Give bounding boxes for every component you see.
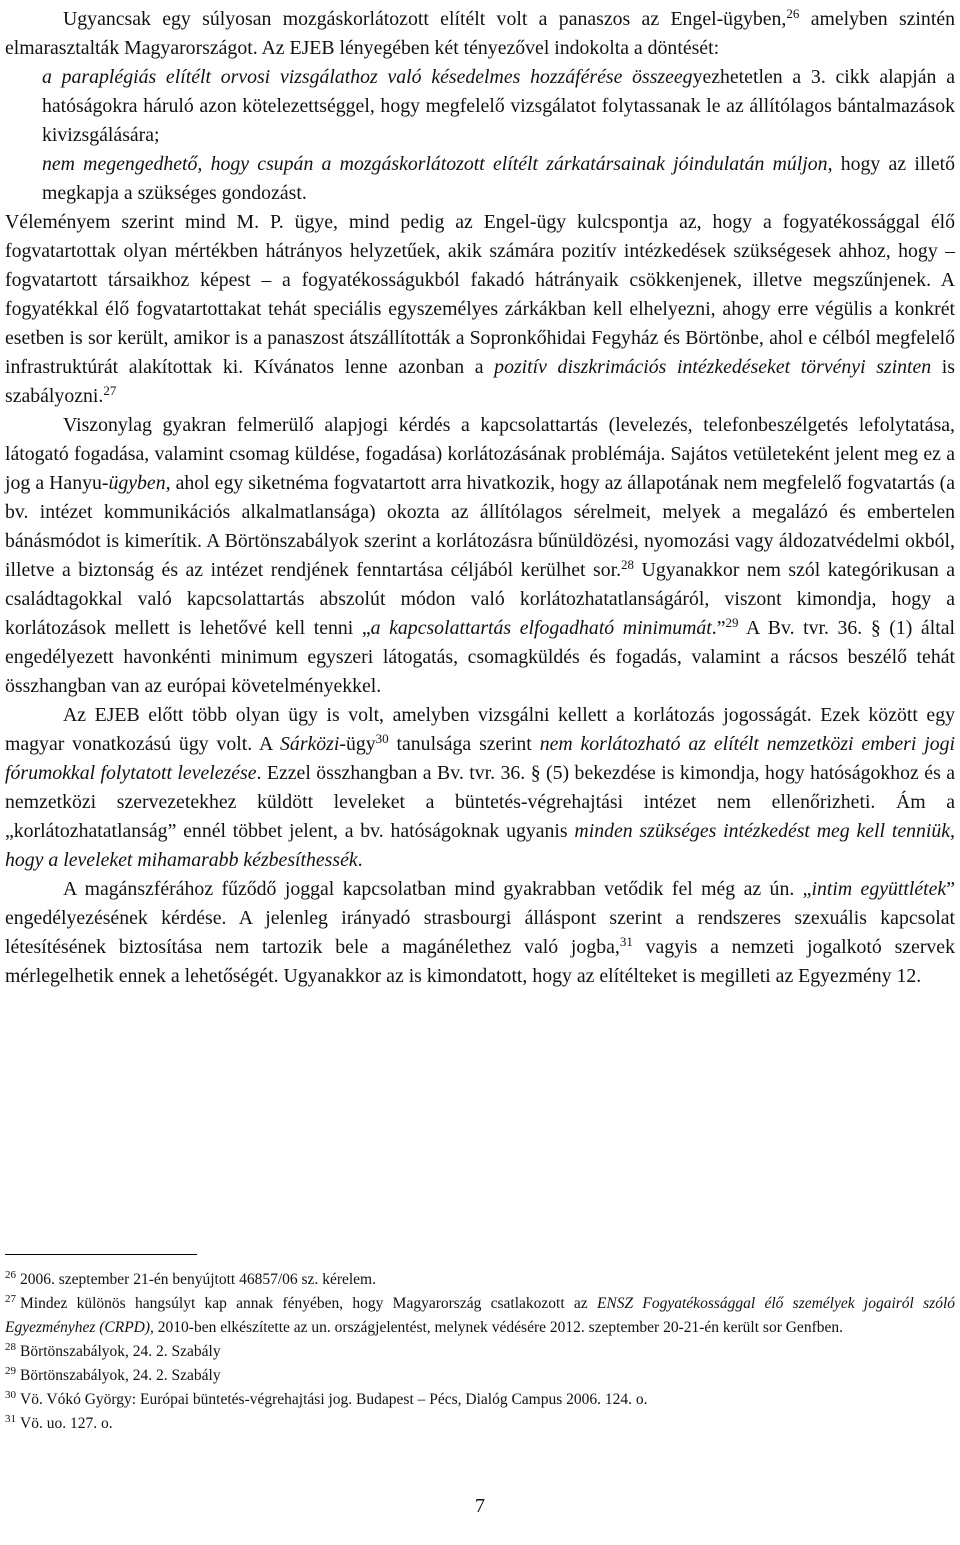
- footnote-30: [5, 1388, 955, 1412]
- bullet-item-cellmates: [5, 150, 955, 208]
- text: tanulsága szerint: [388, 733, 540, 755]
- footnote-text: Vö. Vókó György: Európai büntetés-végrehajtási jog. Budapest – Pécs, Dialóg Campus 2006. 124. o.: [20, 1391, 648, 1408]
- footnote-text: Mindez különös hangsúlyt kap annak fényében, hogy Magyarország csatlakozott az: [20, 1295, 597, 1312]
- italic-text: minden szükséges intézkedést meg kell tenniük, hogy a leveleket mihamarabb kézbesíthessék: [5, 820, 955, 871]
- footnote-31: [5, 1412, 955, 1436]
- footnote-text: Börtönszabályok, 24. 2. Szabály: [20, 1343, 221, 1360]
- footnote-number: 31: [5, 1413, 16, 1425]
- italic-text: Sárközi: [280, 733, 340, 755]
- footnote-26: [5, 1268, 955, 1292]
- text: is szabályozni.: [5, 356, 955, 407]
- footnote-number: 29: [5, 1365, 16, 1377]
- footnote-separator: [5, 1254, 197, 1255]
- footnote-number: 26: [5, 1269, 16, 1281]
- footnote-ref-29[interactable]: 29: [725, 615, 739, 630]
- text: ahol egy siketnéma fogvatartott arra hivatkozik, hogy az állapotának nem megfelelő fogvatartás (a bv. intézet kommunikációs alkalmatlansága) okozta az állítólagos sérelmeit, melyek a megalázó és embertelen bánásmódot is kimerítik. A Börtönszabályok szerint a korlátozásra bűnüldözési, nyomozási vagy áldozatvédelmi okból, illetve a biztonság és az intézet rendjének fenntartása céljából kerülhet sor.: [5, 472, 955, 581]
- footnote-text: Börtönszabályok, 24. 2. Szabály: [20, 1367, 221, 1384]
- text: .: [357, 849, 363, 871]
- footnote-number: 27: [5, 1293, 16, 1305]
- italic-text: nem korlátozható az elítélt nemzetközi emberi jogi fórumokkal folytatott levelezése: [5, 733, 955, 784]
- paragraph-correspondence: [5, 701, 955, 875]
- footnote-text: Vö. uo. 127. o.: [20, 1415, 113, 1432]
- text: , hogy az illető megkapja a szükséges gondozást.: [42, 153, 955, 204]
- footnotes: [5, 1268, 955, 1436]
- text: Viszonylag gyakran felmerülő alapjogi kérdés a kapcsolattartás (levelezés, telefonbeszélgetés lefolytatása, látogató fogadása, valamint csomag küldése, fogadása) korlátozásának problémája. Sajátos vetületeként jelent meg ez a jog a Hanyu-: [5, 414, 955, 494]
- text: vagyis a nemzeti jogalkotó szervek mérlegelhetik ennek a lehetőségét. Ugyanakkor az is kimondatott, hogy az elítélteket is megilleti az Egyezmény 12.: [5, 936, 955, 987]
- text: Ugyancsak egy súlyosan mozgáskorlátozott elítélt volt a panaszos az Engel-ügyben,: [63, 8, 787, 30]
- paragraph-privacy: [5, 875, 955, 991]
- footnote-ref-26[interactable]: 26: [786, 6, 800, 21]
- text: yezhetetlen a 3. cikk alapján a hatóságokra háruló azon kötelezettséggel, hogy megfelelő vizsgálatot folytassanak le az állítólagos bántalmazások kivizsgálására;: [42, 66, 955, 146]
- paragraph-engel-case: [5, 0, 955, 63]
- footnote-ref-30[interactable]: 30: [375, 731, 389, 746]
- italic-text: nem megengedhető, hogy csupán a mozgáskorlátozott elítélt zárkatársainak jóindulatán múljon: [42, 153, 828, 175]
- document-page: [5, 0, 955, 1517]
- italic-text: ENSZ Fogyatékossággal élő személyek jogairól szóló Egyezményhez (CRPD),: [5, 1295, 955, 1336]
- text: Ugyanakkor nem szól kategórikusan a családtagokkal való kapcsolattartás abszolút módon való korlátozhatatlanságáról, viszont kimondja, hogy a korlátozások mellett is lehetővé kell tenni „: [5, 559, 955, 639]
- footnote-number: 30: [5, 1389, 16, 1401]
- footnote-29: [5, 1364, 955, 1388]
- text: amelyben szintén elmarasztalták Magyarországot. Az EJEB lényegében két tényezővel indokolta a döntését:: [5, 8, 955, 59]
- bullet-item-medical-access: [5, 63, 955, 150]
- footnote-ref-31[interactable]: 31: [619, 934, 633, 949]
- italic-text: a paraplégiás elítélt orvosi vizsgálathoz való késedelmes hozzáférése összeeg: [42, 66, 693, 88]
- italic-text: pozitív diszkrimációs intézkedéseket törvényi szinten: [494, 356, 932, 378]
- footnote-ref-27[interactable]: 27: [103, 383, 117, 398]
- text: A Bv. tvr. 36. § (1) által engedélyezett havonkénti minimum egyszeri látogatás, csomagküldés és fogadás, valamint a rácsos beszélő tehát összhangban van az európai követelményekkel.: [5, 617, 955, 697]
- italic-text: a kapcsolattartás elfogadható minimumát: [370, 617, 712, 639]
- text: -ügy: [339, 733, 376, 755]
- paragraph-opinion: [5, 208, 955, 411]
- italic-text: ügyben,: [108, 472, 171, 494]
- footnote-ref-28[interactable]: 28: [621, 557, 635, 572]
- text: Véleményem szerint mind M. P. ügye, mind pedig az Engel-ügy kulcspontja az, hogy a fogyatékossággal élő fogvatartottak olyan mértékben hátrányos helyzetűek, akik számára pozitív intézkedések szükségesek ahhoz, hogy – fogvatartott társaikhoz képest – a fogyatékosságukból fakadó hátrányaik csökkenjenek, illetve megszűnjenek. A fogyatékkal élő fogvatartottakat tehát speciális egyszemélyes zárkákban kell elhelyezni, ahogy erre végülis a konkrét esetben is sor került, amikor is a panaszost átszállították a Sopronkőhidai Fegyház és Börtönbe, ahol e célból megfelelő infrastruktúrát alakítottak ki. Kívánatos lenne azonban a: [5, 211, 955, 378]
- footnote-number: 28: [5, 1341, 16, 1353]
- text: . Ezzel összhangban a Bv. tvr. 36. § (5) bekezdése is kimondja, hogy hatóságokhoz és a nemzetközi szervezetekhez küldött leveleket a büntetés-végrehajtási intézet nem ellenőrizheti. Ám a „korlátozhatatlanság” ennél többet jelent, a bv. hatóságoknak ugyanis: [5, 762, 955, 842]
- text: ” engedélyezésének kérdése. A jelenleg irányadó strasbourgi álláspont szerint a rendszeres szexuális kapcsolat létesítésének biztosítása nem tartozik bele a magánélethez való jogba,: [5, 878, 955, 958]
- text: .”: [711, 617, 726, 639]
- page-number: 7: [475, 1495, 485, 1517]
- footnote-text: 2010-ben elkészítette az un. országjelentést, melynek védésére 2012. szeptember 20-21-én került sor Genfben.: [153, 1319, 843, 1336]
- footnote-text: 2006. szeptember 21-én benyújtott 46857/06 sz. kérelem.: [20, 1271, 376, 1288]
- text: A magánszférához fűződő joggal kapcsolatban mind gyakrabban vetődik fel még az ún. „: [63, 878, 812, 900]
- italic-text: intim együttlétek: [811, 878, 947, 900]
- paragraph-contact-rights: [5, 411, 955, 701]
- footnote-28: [5, 1340, 955, 1364]
- text: Az EJEB előtt több olyan ügy is volt, amelyben vizsgálni kellett a korlátozás jogosságát. Ezek között egy magyar vonatkozású ügy volt. A: [5, 704, 955, 755]
- footnote-27: [5, 1292, 955, 1340]
